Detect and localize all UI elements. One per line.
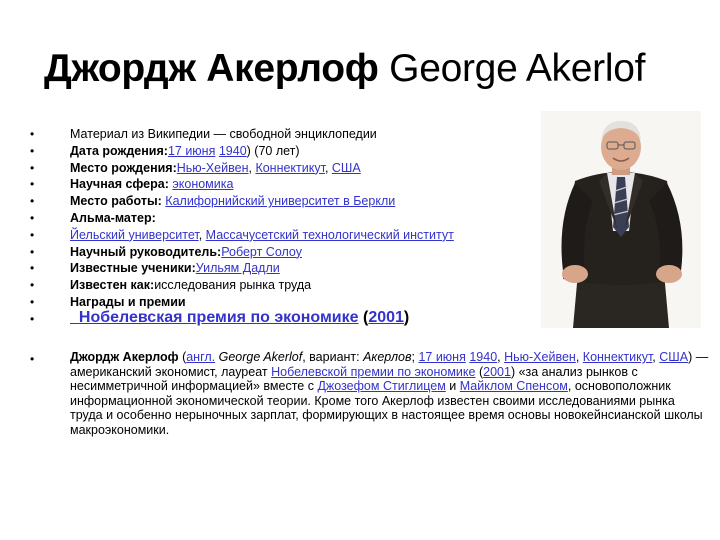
bio-prize-link[interactable]: Нобелевской премии по экономике [271,364,476,379]
advisor-label: Научный руководитель: [70,244,222,259]
spence-link[interactable]: Майклом Спенсом [459,379,568,394]
awards-label: Награды и премии [70,294,186,309]
birthplace-label: Место рождения: [70,160,177,175]
known-value: исследования рынка труда [154,278,312,293]
bullet-icon: • [30,244,35,259]
stiglitz-link[interactable]: Джозефом Стиглицем [317,379,446,394]
work-link[interactable]: Калифорнийский университет в Беркли [165,194,396,209]
bullet-icon: • [30,210,35,225]
bio-name-variant: Акерлов [363,350,412,364]
link-underline-gap [70,309,79,326]
list-item-field [30,176,540,193]
bullet-icon: • [30,194,35,209]
list-item-known-for [30,277,540,294]
page-title [44,44,704,94]
nobel-prize-link[interactable]: Нобелевская премия по экономике [78,309,359,326]
birth-age: ) (70 лет) [246,143,300,158]
title-name-russian: Джордж Акерлоф [44,47,379,90]
list-item-birthplace: • Место рождения:Нью-Хейвен, Коннектикут, США [30,160,361,175]
bullet-icon: • [30,127,35,141]
students-link[interactable]: Уильям Дадли [195,261,280,276]
nobel-year-link[interactable]: 2001 [368,309,404,326]
bullet-icon: • [30,311,35,326]
birthplace-state-link[interactable]: Коннектикут [255,160,325,175]
bio-text: ; [411,350,419,364]
advisor-link[interactable]: Роберт Солоу [221,244,302,259]
bio-prize-year-link[interactable]: 2001 [483,364,511,379]
bio-date-link[interactable]: 17 июня [418,350,466,364]
students-label: Известные ученики: [70,261,196,276]
field-link[interactable]: экономика [172,177,234,192]
bullet-icon: • [30,278,35,293]
list-item-students [30,260,540,277]
portrait-illustration [541,111,701,328]
bio-text: ( [178,350,187,364]
bio-text: , [575,350,583,364]
bio-paragraph [70,350,710,438]
bio-text: , вариант: [302,350,364,364]
bio-text: ) — американский экономист, лауреат [70,350,709,379]
english-lang-link[interactable]: англ. [186,350,216,364]
nobel-close-paren: ) [403,309,410,326]
bullet-icon: • [30,352,35,366]
alma-label: Альма-матер: [70,210,156,225]
bullet-icon: • [30,227,35,242]
list-item-birth-date [30,143,540,160]
bio-city-link[interactable]: Нью-Хейвен [504,350,576,364]
list-item-work [30,193,540,210]
bullet-icon: • [30,294,35,309]
field-label: Научная сфера: [70,177,169,192]
yale-link[interactable]: Йельский университет [70,227,199,242]
birth-label: Дата рождения: [70,143,168,158]
bullet-icon: • [30,160,35,175]
bullet-icon: • [30,143,35,158]
birthplace-city-link[interactable]: Нью-Хейвен [176,160,249,175]
bio-text: , [497,350,505,364]
birthplace-country-link[interactable]: США [331,160,361,175]
known-label: Известен как: [70,278,155,293]
bio-text: , основоположник информационной экономической теории. Кроме того Акерлоф известен своими исследованиями рынка труда и особенно нерыночных зарплат, формирующих в настоящее время основы новокейнсианской школы макроэкономики. [70,379,703,437]
mit-link[interactable]: Массачусетский технологический институт [205,227,454,242]
bio-text: ( [475,364,484,379]
list-item-source [30,126,540,143]
list-item-advisor [30,244,540,261]
work-label: Место работы: [70,194,162,209]
bullet-icon: • [30,261,35,276]
list-item-alma-values: • Йельский университет, Массачусетский технологический институт [30,227,454,242]
bio-name-english: George Akerlof [218,350,303,364]
bio-text: , [652,350,660,364]
bio-country-link[interactable]: США [659,350,689,364]
list-item-alma-mater [30,210,540,227]
nobel-prize-line [70,309,409,327]
birth-year-link[interactable]: 1940 [218,143,247,158]
bio-text: и [445,379,460,394]
bio-state-link[interactable]: Коннектикут [582,350,653,364]
bio-text: ) «за анализ рынков с несимметричной информацией» вместе с [70,364,638,394]
title-name-english: George Akerlof [389,47,646,90]
portrait-photo [541,111,701,328]
bullet-icon: • [30,177,35,192]
birth-date-link[interactable]: 17 июня [167,143,216,158]
bio-year-link[interactable]: 1940 [469,350,498,364]
nobel-open-paren: ( [358,309,369,326]
bio-name: Джордж Акерлоф [70,350,179,364]
source-text: Материал из Википедии — свободной энциклопедии [70,127,377,141]
